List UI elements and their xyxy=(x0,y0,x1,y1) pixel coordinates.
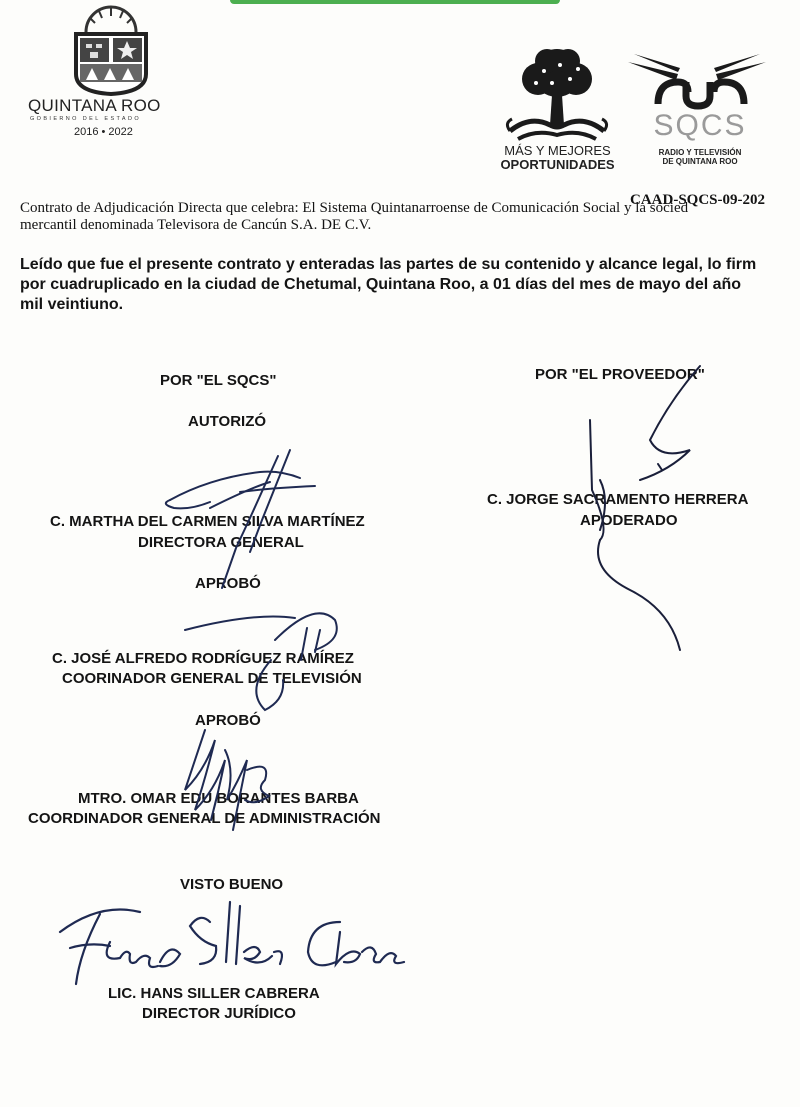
signer4-role: DIRECTOR JURÍDICO xyxy=(142,1005,296,1022)
autorizo-label: AUTORIZÓ xyxy=(188,413,267,430)
contract-code: CAAD-SQCS-09-202 xyxy=(630,192,765,208)
paragraph-line-3: mil veintiuno. xyxy=(20,296,124,313)
sqcs-wings-logo xyxy=(628,52,766,114)
paragraph-line-2: por cuadruplicado en la ciudad de Chetumal, Quintana Roo, a 01 días del mes de mayo del año xyxy=(20,276,742,293)
sqcs-subtitle-1: RADIO Y TELEVISIÓN xyxy=(658,148,742,157)
slogan-bottom: OPORTUNIDADES xyxy=(500,157,615,172)
signer1-name: C. MARTHA DEL CARMEN SILVA MARTÍNEZ xyxy=(50,513,365,530)
right-signature-heading: POR "EL PROVEEDOR" xyxy=(535,366,705,383)
state-name: QUINTANA ROO xyxy=(28,96,161,115)
signature-jorge-sacramento xyxy=(570,360,730,660)
signer3-role: COORDINADOR GENERAL DE ADMINISTRACIÓN xyxy=(28,810,381,827)
signer2-role: COORINADOR GENERAL DE TELEVISIÓN xyxy=(62,670,362,687)
quintana-roo-crest-logo xyxy=(66,4,156,96)
signer1-role: DIRECTORA GENERAL xyxy=(138,534,304,551)
sqcs-wordmark: SQCS xyxy=(653,109,747,142)
left-signature-heading: POR "EL SQCS" xyxy=(160,372,277,389)
top-edge-strip xyxy=(230,0,560,4)
signature-hans-siller xyxy=(40,892,420,992)
state-administration-years: 2016 • 2022 xyxy=(74,126,133,138)
visto-bueno-label: VISTO BUENO xyxy=(180,876,284,893)
provider-role: APODERADO xyxy=(580,512,678,529)
slogan-top: MÁS Y MEJORES xyxy=(504,143,611,158)
signer2-name: C. JOSÉ ALFREDO RODRÍGUEZ RAMÍREZ xyxy=(52,650,354,667)
contract-title-line-1: Contrato de Adjudicación Directa que celebra: El Sistema Quintanarroense de Comunicación Social y la socied xyxy=(20,200,689,216)
sqcs-subtitle-2: DE QUINTANA ROO xyxy=(662,157,738,166)
contract-title-line-2: mercantil denominada Televisora de Cancún S.A. DE C.V. xyxy=(20,217,372,233)
state-government-label: GOBIERNO DEL ESTADO xyxy=(30,116,142,122)
provider-name: C. JORGE SACRAMENTO HERRERA xyxy=(487,491,749,508)
paragraph-line-1: Leído que fue el presente contrato y enteradas las partes de su contenido y alcance legal, lo firm xyxy=(20,256,757,273)
aprobo-label-2: APROBÓ xyxy=(195,712,261,729)
tree-logo xyxy=(500,45,615,145)
signer3-name: MTRO. OMAR EDU BORANTES BARBA xyxy=(78,790,359,807)
signer4-name: LIC. HANS SILLER CABRERA xyxy=(108,985,320,1002)
aprobo-label-1: APROBÓ xyxy=(195,575,261,592)
